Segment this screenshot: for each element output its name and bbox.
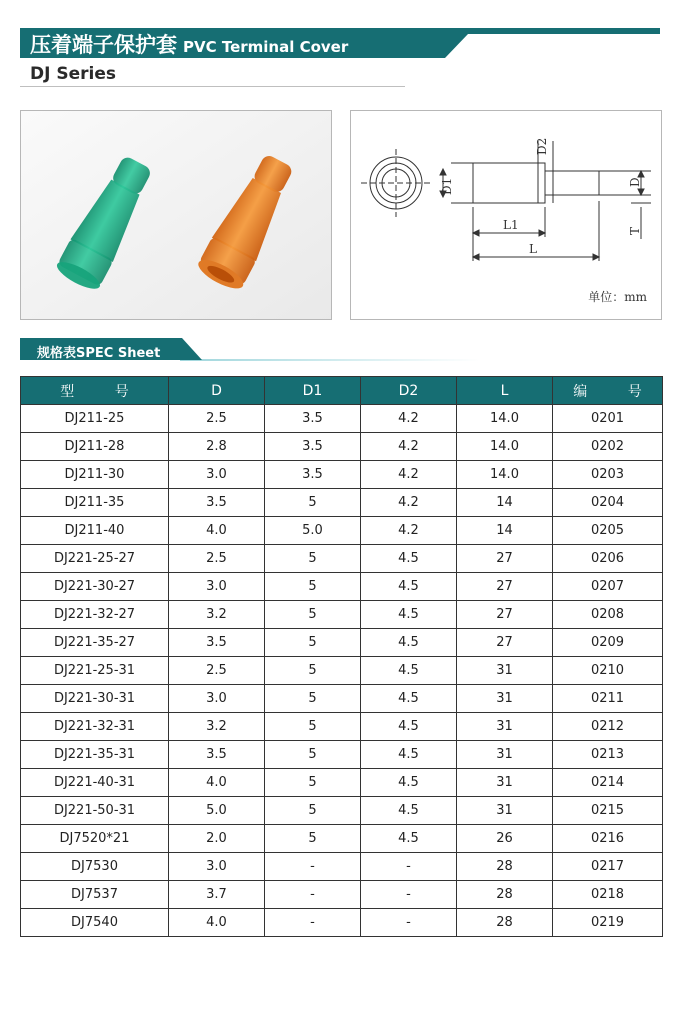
table-body bbox=[21, 405, 663, 937]
cell-col-d2: 4.5 bbox=[361, 685, 457, 713]
cell-col-d: 3.5 bbox=[169, 629, 265, 657]
cell-col-d: 2.5 bbox=[169, 405, 265, 433]
cell-col-l: 28 bbox=[457, 853, 553, 881]
cell-col-d1: 5 bbox=[265, 825, 361, 853]
cell-col-d: 3.7 bbox=[169, 881, 265, 909]
table-row bbox=[21, 657, 663, 685]
cell-col-d2: - bbox=[361, 881, 457, 909]
header-col-l: L bbox=[457, 377, 553, 405]
cell-col-d1: 5.0 bbox=[265, 517, 361, 545]
cell-col-d: 2.5 bbox=[169, 657, 265, 685]
cell-col-d1: 5 bbox=[265, 545, 361, 573]
unit-label: 单位：mm bbox=[588, 290, 647, 304]
label-l1: L1 bbox=[503, 218, 519, 232]
cell-col-l: 31 bbox=[457, 797, 553, 825]
cell-col-d2: 4.2 bbox=[361, 461, 457, 489]
cell-col-d: 3.5 bbox=[169, 489, 265, 517]
cell-col-l: 27 bbox=[457, 629, 553, 657]
table-row bbox=[21, 685, 663, 713]
header-col-code: 编 号 bbox=[553, 377, 663, 405]
title-cn: 压着端子保护套 bbox=[30, 33, 177, 57]
cell-col-l: 31 bbox=[457, 741, 553, 769]
cell-col-l: 27 bbox=[457, 573, 553, 601]
cell-col-d2: 4.5 bbox=[361, 545, 457, 573]
divider bbox=[20, 86, 405, 87]
product-photo bbox=[20, 110, 332, 320]
cell-col-model: DJ221-30-31 bbox=[21, 685, 169, 713]
cell-col-d: 2.0 bbox=[169, 825, 265, 853]
cell-col-l: 14 bbox=[457, 517, 553, 545]
cell-col-l: 31 bbox=[457, 657, 553, 685]
header-col-d1: D1 bbox=[265, 377, 361, 405]
cell-col-model: DJ221-32-31 bbox=[21, 713, 169, 741]
cell-col-d2: 4.5 bbox=[361, 769, 457, 797]
table-row bbox=[21, 741, 663, 769]
cell-col-d2: - bbox=[361, 909, 457, 937]
cell-col-d1: 5 bbox=[265, 741, 361, 769]
table-row bbox=[21, 489, 663, 517]
cell-col-model: DJ211-25 bbox=[21, 405, 169, 433]
cell-col-code: 0211 bbox=[553, 685, 663, 713]
cell-col-l: 27 bbox=[457, 601, 553, 629]
label-t: T bbox=[628, 226, 642, 235]
table-header-row bbox=[21, 377, 663, 405]
cell-col-d: 3.0 bbox=[169, 685, 265, 713]
label-d2: D2 bbox=[535, 137, 549, 155]
cell-col-d2: 4.5 bbox=[361, 601, 457, 629]
cell-col-d1: 5 bbox=[265, 573, 361, 601]
cell-col-model: DJ221-30-27 bbox=[21, 573, 169, 601]
cell-col-code: 0208 bbox=[553, 601, 663, 629]
table-row bbox=[21, 769, 663, 797]
cell-col-model: DJ221-25-31 bbox=[21, 657, 169, 685]
cell-col-model: DJ221-32-27 bbox=[21, 601, 169, 629]
cell-col-d2: 4.2 bbox=[361, 405, 457, 433]
cell-col-d: 4.0 bbox=[169, 517, 265, 545]
table-row bbox=[21, 545, 663, 573]
cell-col-code: 0207 bbox=[553, 573, 663, 601]
cell-col-d: 4.0 bbox=[169, 909, 265, 937]
header-col-d: D bbox=[169, 377, 265, 405]
cell-col-l: 26 bbox=[457, 825, 553, 853]
cell-col-d1: 5 bbox=[265, 797, 361, 825]
table-row bbox=[21, 853, 663, 881]
cell-col-d2: 4.2 bbox=[361, 433, 457, 461]
cell-col-d: 3.0 bbox=[169, 853, 265, 881]
cell-col-d1: 5 bbox=[265, 713, 361, 741]
cell-col-l: 31 bbox=[457, 713, 553, 741]
cell-col-model: DJ221-40-31 bbox=[21, 769, 169, 797]
cell-col-d1: - bbox=[265, 853, 361, 881]
cell-col-d: 3.5 bbox=[169, 741, 265, 769]
cell-col-l: 27 bbox=[457, 545, 553, 573]
cell-col-code: 0206 bbox=[553, 545, 663, 573]
cell-col-l: 31 bbox=[457, 685, 553, 713]
cell-col-d1: 3.5 bbox=[265, 405, 361, 433]
cell-col-d1: 5 bbox=[265, 489, 361, 517]
cell-col-d: 3.2 bbox=[169, 601, 265, 629]
table-row bbox=[21, 461, 663, 489]
cell-col-code: 0210 bbox=[553, 657, 663, 685]
table-row bbox=[21, 825, 663, 853]
cell-col-d2: 4.2 bbox=[361, 489, 457, 517]
cell-col-model: DJ211-40 bbox=[21, 517, 169, 545]
cell-col-d1: 5 bbox=[265, 601, 361, 629]
table-row bbox=[21, 797, 663, 825]
table-row bbox=[21, 909, 663, 937]
cell-col-d: 2.5 bbox=[169, 545, 265, 573]
cell-col-model: DJ221-50-31 bbox=[21, 797, 169, 825]
cell-col-d: 5.0 bbox=[169, 797, 265, 825]
header-col-d2: D2 bbox=[361, 377, 457, 405]
table-row bbox=[21, 405, 663, 433]
cell-col-d2: 4.5 bbox=[361, 825, 457, 853]
cell-col-code: 0217 bbox=[553, 853, 663, 881]
cell-col-model: DJ221-35-27 bbox=[21, 629, 169, 657]
cell-col-l: 28 bbox=[457, 909, 553, 937]
cell-col-code: 0204 bbox=[553, 489, 663, 517]
cell-col-code: 0203 bbox=[553, 461, 663, 489]
cell-col-l: 31 bbox=[457, 769, 553, 797]
cell-col-d2: 4.2 bbox=[361, 517, 457, 545]
cell-col-d: 4.0 bbox=[169, 769, 265, 797]
table-row bbox=[21, 713, 663, 741]
cell-col-d2: 4.5 bbox=[361, 797, 457, 825]
title-en: PVC Terminal Cover bbox=[183, 38, 349, 56]
cell-col-d1: 5 bbox=[265, 629, 361, 657]
cell-col-d2: 4.5 bbox=[361, 657, 457, 685]
cell-col-code: 0216 bbox=[553, 825, 663, 853]
cell-col-d1: - bbox=[265, 881, 361, 909]
table-row bbox=[21, 881, 663, 909]
spec-table bbox=[20, 376, 663, 937]
cell-col-code: 0218 bbox=[553, 881, 663, 909]
cell-col-d1: 5 bbox=[265, 685, 361, 713]
table-row bbox=[21, 573, 663, 601]
series-label: DJ Series bbox=[30, 64, 116, 84]
cell-col-code: 0215 bbox=[553, 797, 663, 825]
cell-col-d1: 3.5 bbox=[265, 433, 361, 461]
cell-col-d2: 4.5 bbox=[361, 573, 457, 601]
cell-col-d2: - bbox=[361, 853, 457, 881]
table-row bbox=[21, 629, 663, 657]
cell-col-d1: 3.5 bbox=[265, 461, 361, 489]
cell-col-model: DJ7540 bbox=[21, 909, 169, 937]
table-row bbox=[21, 601, 663, 629]
cell-col-l: 14.0 bbox=[457, 433, 553, 461]
page-title bbox=[30, 32, 348, 60]
label-l: L bbox=[529, 242, 537, 256]
cell-col-model: DJ7520*21 bbox=[21, 825, 169, 853]
cell-col-model: DJ211-28 bbox=[21, 433, 169, 461]
cell-col-code: 0209 bbox=[553, 629, 663, 657]
label-d: D bbox=[628, 177, 642, 187]
cell-col-d2: 4.5 bbox=[361, 713, 457, 741]
dimension-diagram bbox=[350, 110, 662, 320]
cell-col-code: 0219 bbox=[553, 909, 663, 937]
cell-col-model: DJ221-35-31 bbox=[21, 741, 169, 769]
cell-col-model: DJ211-35 bbox=[21, 489, 169, 517]
cell-col-d1: - bbox=[265, 909, 361, 937]
cell-col-l: 14 bbox=[457, 489, 553, 517]
cell-col-d: 2.8 bbox=[169, 433, 265, 461]
cell-col-d1: 5 bbox=[265, 769, 361, 797]
cell-col-d2: 4.5 bbox=[361, 741, 457, 769]
cell-col-d: 3.2 bbox=[169, 713, 265, 741]
cell-col-model: DJ7530 bbox=[21, 853, 169, 881]
cell-col-d: 3.0 bbox=[169, 573, 265, 601]
cell-col-d: 3.0 bbox=[169, 461, 265, 489]
cell-col-l: 14.0 bbox=[457, 405, 553, 433]
spec-title: 规格表SPEC Sheet bbox=[37, 346, 161, 361]
table-row bbox=[21, 517, 663, 545]
label-d1: D1 bbox=[440, 177, 454, 195]
cell-col-code: 0205 bbox=[553, 517, 663, 545]
cell-col-code: 0212 bbox=[553, 713, 663, 741]
cell-col-code: 0202 bbox=[553, 433, 663, 461]
cell-col-d1: 5 bbox=[265, 657, 361, 685]
cell-col-model: DJ221-25-27 bbox=[21, 545, 169, 573]
cell-col-code: 0214 bbox=[553, 769, 663, 797]
cell-col-l: 14.0 bbox=[457, 461, 553, 489]
cell-col-model: DJ7537 bbox=[21, 881, 169, 909]
table-row bbox=[21, 433, 663, 461]
cell-col-model: DJ211-30 bbox=[21, 461, 169, 489]
cell-col-code: 0201 bbox=[553, 405, 663, 433]
cell-col-l: 28 bbox=[457, 881, 553, 909]
cell-col-code: 0213 bbox=[553, 741, 663, 769]
cell-col-d2: 4.5 bbox=[361, 629, 457, 657]
header-col-model: 型 号 bbox=[21, 377, 169, 405]
